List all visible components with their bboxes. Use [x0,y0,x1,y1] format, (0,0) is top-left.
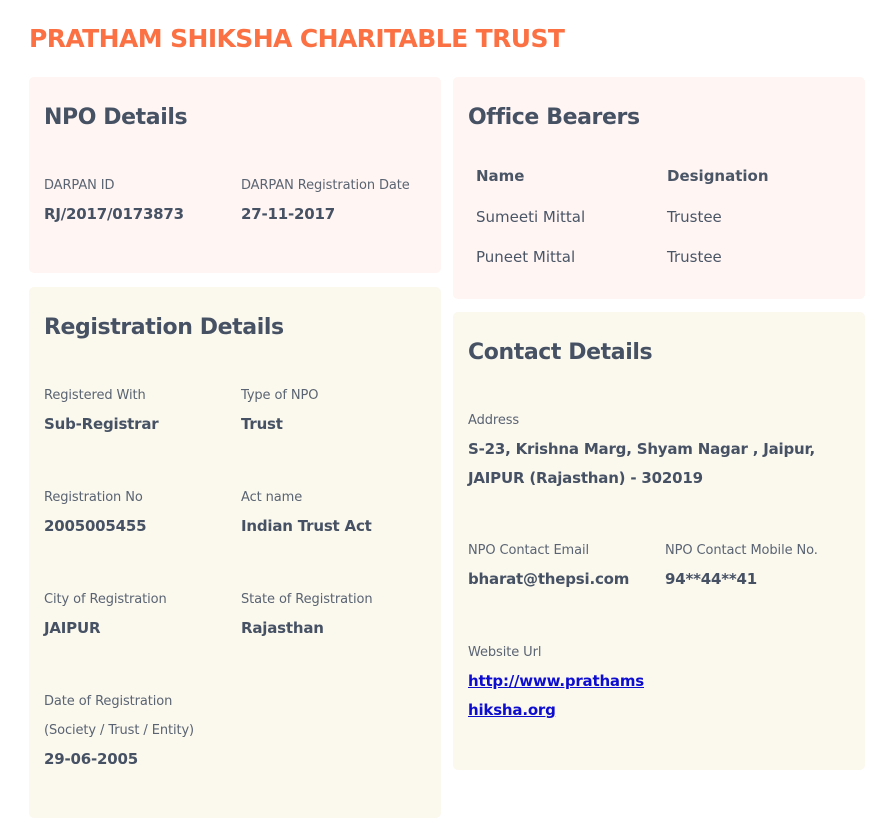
registration-date-field [44,687,194,774]
address-field [468,406,815,493]
npo-type-value: Trust [241,415,283,433]
contact-details-heading: Contact Details [468,340,653,365]
mobile-label: NPO Contact Mobile No. [665,543,818,558]
state-label: State of Registration [241,592,373,607]
registered-with-value: Sub-Registrar [44,415,159,433]
mobile-value: 94**44**41 [665,570,757,588]
state-value: Rajasthan [241,619,324,637]
npo-type-field [241,381,318,439]
office-bearers-heading: Office Bearers [468,105,640,130]
address-line-1: S-23, Krishna Marg, Shyam Nagar , Jaipur, [468,440,815,458]
bearer-name: Puneet Mittal [476,248,576,266]
website-link[interactable] [468,667,644,725]
state-field [241,585,373,643]
bearer-name: Sumeeti Mittal [476,208,586,226]
registration-no-field [44,483,146,541]
darpan-id-field [44,171,184,229]
city-label: City of Registration [44,592,167,607]
registration-no-value: 2005005455 [44,517,147,535]
darpan-id-value: RJ/2017/0173873 [44,205,184,223]
website-field [468,638,644,725]
column-header-name: Name [476,167,525,185]
city-field [44,585,167,643]
npo-details-card [29,77,441,273]
registration-no-label: Registration No [44,490,143,505]
darpan-date-label: DARPAN Registration Date [241,178,410,193]
mobile-field [665,536,818,594]
website-link-line-1[interactable]: http://www.prathams [468,672,645,690]
email-value: bharat@thepsi.com [468,570,630,588]
address-line-2: JAIPUR (Rajasthan) - 302019 [468,469,703,487]
registration-date-value: 29-06-2005 [44,750,138,768]
website-label: Website Url [468,645,542,660]
darpan-date-value: 27-11-2017 [241,205,335,223]
page-title: PRATHAM SHIKSHA CHARITABLE TRUST [29,24,565,53]
registration-details-heading: Registration Details [44,315,284,340]
act-name-value: Indian Trust Act [241,517,372,535]
darpan-date-field [241,171,410,229]
contact-details-card [453,312,865,770]
npo-type-label: Type of NPO [241,388,319,403]
registration-date-label: Date of Registration [44,694,173,709]
registration-date-sublabel: (Society / Trust / Entity) [44,723,195,738]
column-header-designation: Designation [667,167,769,185]
act-name-field [241,483,372,541]
registered-with-field [44,381,158,439]
city-value: JAIPUR [44,619,101,637]
darpan-id-label: DARPAN ID [44,178,115,193]
registered-with-label: Registered With [44,388,146,403]
email-label: NPO Contact Email [468,543,590,558]
office-bearers-card [453,77,865,299]
act-name-label: Act name [241,490,303,505]
email-field [468,536,629,594]
address-label: Address [468,413,520,428]
bearer-designation: Trustee [667,208,722,226]
npo-details-heading: NPO Details [44,105,188,130]
registration-details-card [29,287,441,818]
bearer-designation: Trustee [667,248,722,266]
website-link-line-2[interactable]: hiksha.org [468,701,556,719]
